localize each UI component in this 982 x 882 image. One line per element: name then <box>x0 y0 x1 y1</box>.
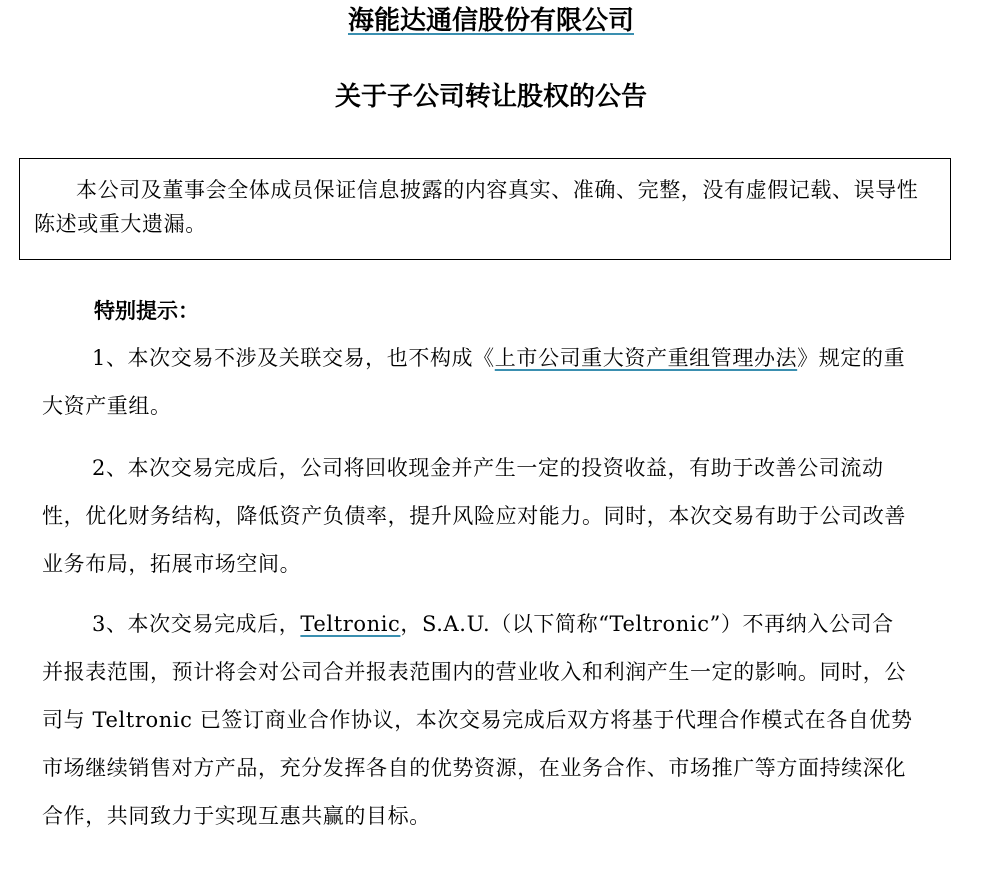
special-notice-heading: 特别提示： <box>94 299 199 323</box>
notice-item-1-after: 》规定的重大资产重组。 <box>42 346 906 418</box>
teltronic-link[interactable]: Teltronic <box>300 612 401 636</box>
disclaimer-box <box>19 158 951 260</box>
notice-item-1-before: 1、本次交易不涉及关联交易，也不构成《 <box>92 346 495 370</box>
notice-item-3 <box>42 600 914 840</box>
company-name <box>0 4 982 38</box>
notice-item-3-before: 3、本次交易完成后， <box>92 612 301 636</box>
notice-item-1 <box>42 334 914 430</box>
disclaimer-text: 本公司及董事会全体成员保证信息披露的内容真实、准确、完整，没有虚假记载、误导性陈述或重大遗漏。 <box>34 178 919 236</box>
announcement-title: 关于子公司转让股权的公告 <box>334 82 647 112</box>
regulation-link[interactable]: 上市公司重大资产重组管理办法 <box>494 346 798 370</box>
notice-item-3-after: ，S.A.U.（以下简称“Teltronic”）不再纳入公司合并报表范围，预计将会对公司合并报表范围内的营业收入和利润产生一定的影响。同时，公司与 Teltronic 已签订商业合作协议，本次交易完成后双方将基于代理合作模式在各自优势市场继续销售对方产品，充分发挥各自的优势资源，在业务合作、市场推广等方面持续深化合作，共同致力于实现互惠共赢的目标。 <box>42 612 913 828</box>
company-name-text: 海能达通信股份有限公司 <box>347 6 634 36</box>
notice-item-2: 2、本次交易完成后，公司将回收现金并产生一定的投资收益，有助于改善公司流动性，优化财务结构，降低资产负债率，提升风险应对能力。同时，本次交易有助于公司改善业务布局，拓展市场空间。 <box>42 456 906 576</box>
